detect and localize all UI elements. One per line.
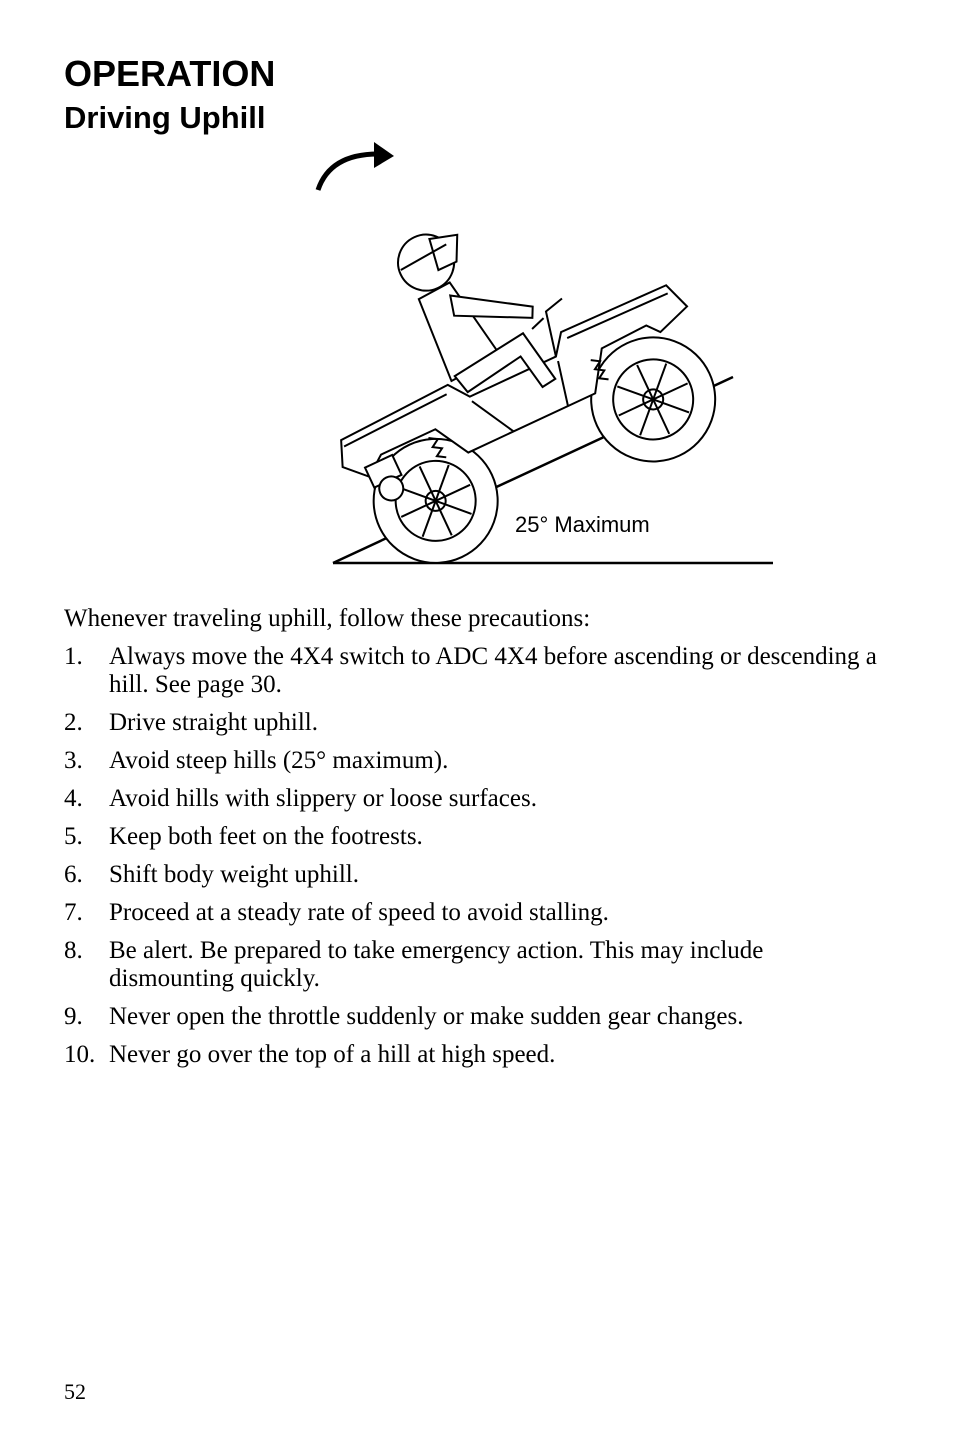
list-number: 7. [64,899,83,926]
list-number: 9. [64,1003,83,1030]
list-text: Keep both feet on the footrests. [109,823,423,850]
list-text: Proceed at a steady rate of speed to avoid stalling. [109,899,609,926]
list-item [64,747,884,775]
list-item [64,785,884,813]
list-item [64,937,884,993]
section-title: OPERATION [64,53,276,94]
uphill-figure [270,140,790,580]
list-item [64,1041,884,1069]
list-number: 10. [64,1041,96,1068]
list-text: Never open the throttle suddenly or make sudden gear changes. [109,1003,744,1030]
intro-text: Whenever traveling uphill, follow these precautions: [64,605,591,632]
list-text: Be alert. Be prepared to take emergency action. This may include dismounting quickly. [109,937,764,992]
list-number: 8. [64,937,83,964]
list-text: Avoid hills with slippery or loose surfaces. [109,785,537,812]
helmet [389,220,474,299]
list-item [64,899,884,927]
list-number: 4. [64,785,83,812]
list-number: 5. [64,823,83,850]
slope-label: 25° Maximum [515,512,650,537]
page-number: 52 [64,1379,86,1404]
list-number: 2. [64,709,83,736]
atv-rider-illustration [270,145,743,580]
list-text: Always move the 4X4 switch to ADC 4X4 before ascending or descending a hill. See page 30. [109,643,877,698]
list-number: 6. [64,861,83,888]
precautions-list [64,643,884,1079]
list-text: Avoid steep hills (25° maximum). [109,747,449,774]
list-number: 3. [64,747,83,774]
list-item [64,709,884,737]
atv-uphill-illustration [270,140,790,580]
list-item [64,643,884,699]
list-item [64,861,884,889]
list-number: 1. [64,643,83,670]
list-item [64,823,884,851]
list-text: Never go over the top of a hill at high speed. [109,1041,556,1068]
list-item [64,1003,884,1031]
page-title: Driving Uphill [64,100,266,135]
list-text: Shift body weight uphill. [109,861,359,888]
list-text: Drive straight uphill. [109,709,318,736]
lean-forward-arrow-icon [318,142,394,190]
